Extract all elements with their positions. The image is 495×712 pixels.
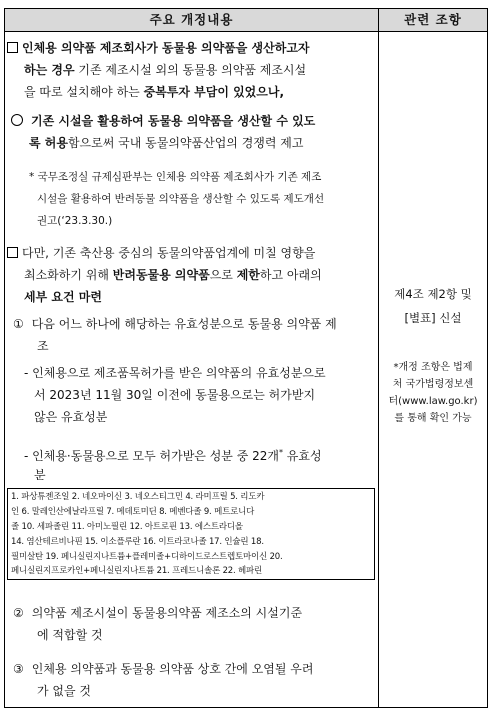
substance-row-5: 필미살탄 19. 페니실린지나트륨+플레미졸+디하이드로스트렙토마이신 20. [11, 552, 283, 562]
item2-line1: ② 의약품 제조시설이 동물용의약품 제조소의 시설기준 [13, 606, 303, 620]
section1-line1: 인체용 의약품 제조회사가 동물용 의약품을 생산하고자 [7, 40, 310, 56]
substance-row-2: 인 6. 말레인산에날라프릴 7. 메데토미딘 8. 메벤다졸 9. 메트로니다 [11, 507, 255, 517]
column-divider [378, 9, 379, 707]
section1-note-line1: * 국무조정실 규제심판부는 인체용 의약품 제조회사가 기존 제조 [29, 171, 322, 183]
header-main-content: 주요 개정내용 [149, 12, 234, 27]
item3-line2: 가 없을 것 [37, 684, 91, 698]
square-bullet-icon [7, 42, 18, 53]
dash1-line3: 않은 유효성분 [34, 410, 108, 424]
section1-note-line3: 권고(‘23.3.30.) [37, 215, 113, 227]
item1-line1: ① 다음 어느 하나에 해당하는 유효성분으로 동물용 의약품 제 [13, 317, 337, 331]
section1-note-line2: 시설을 활용하여 반려동물 의약품을 생산할 수 있도록 제도개선 [37, 193, 325, 205]
related-clause-line1: 제4조 제2항 및 [394, 287, 472, 301]
section1-circle-line2: 록 허용함으로써 국내 동물의약품산업의 경쟁력 제고 [29, 136, 304, 150]
dash2-line2: 분 [34, 468, 46, 482]
substance-row-1: 1. 파상튜젠조일 2. 네오마이신 3. 네오스티그민 4. 라미프릴 5. 리도카 [11, 492, 265, 502]
circle-bullet-icon [11, 114, 23, 126]
item3-line1: ③ 인체용 의약품과 동물용 의약품 상호 간에 오염될 우려 [13, 662, 314, 676]
dash1-line2: 서 2023년 11월 30일 이전에 동물용으로는 허가받지 [34, 388, 316, 402]
section1-line2: 하는 경우 기존 제조시설 외의 동물용 의약품 제조시설 [24, 63, 307, 77]
section1-line3: 을 따로 설치해야 하는 중복투자 부담이 있었으나, [24, 85, 285, 99]
related-note-line4: 를 통해 확인 가능 [394, 413, 472, 424]
related-clause-line2: [별표] 신설 [404, 311, 462, 325]
substance-list-box [7, 488, 375, 580]
related-note-line3: 터(www.law.go.kr) [388, 396, 478, 407]
amendment-table [4, 8, 488, 708]
item2-line2: 에 적합할 것 [37, 628, 103, 642]
section2-line3: 세부 요건 마련 [24, 290, 102, 304]
section1-circle-line1: 기존 시설을 활용하여 동물용 의약품을 생산할 수 있도 [11, 113, 315, 129]
related-note-line2: 처 국가법령정보센 [392, 379, 474, 390]
substance-row-4: 14. 염산테르비나핀 15. 이소플루란 16. 이트라코나졸 17. 인슐린 18. [11, 537, 264, 547]
header-related-clause: 관련 조항 [404, 12, 462, 27]
substance-row-3: 졸 10. 세파졸린 11. 아미노필린 12. 아트로핀 13. 에스트라디올 [11, 522, 243, 532]
section2-line1: 다만, 기존 축산용 중심의 동물의약품업계에 미칠 영향을 [7, 245, 315, 261]
dash2-line1: - 인체용·동물용으로 모두 허가받은 성분 중 22개* 유효성 [24, 448, 322, 463]
square-bullet-icon [7, 247, 18, 258]
item1-line2: 조 [37, 339, 49, 353]
table-header [5, 9, 487, 32]
substance-row-6: 페니실린지프로카인+페니실린지나트륨 21. 프레드니솔론 22. 헤파린 [11, 566, 263, 576]
section2-line2: 최소화하기 위해 반려동물용 의약품으로 제한하고 아래의 [24, 268, 322, 282]
dash1-line1: - 인체용으로 제조품목허가를 받은 의약품의 유효성분으로 [24, 366, 326, 380]
related-note-line1: *개정 조항은 법제 [393, 362, 473, 373]
